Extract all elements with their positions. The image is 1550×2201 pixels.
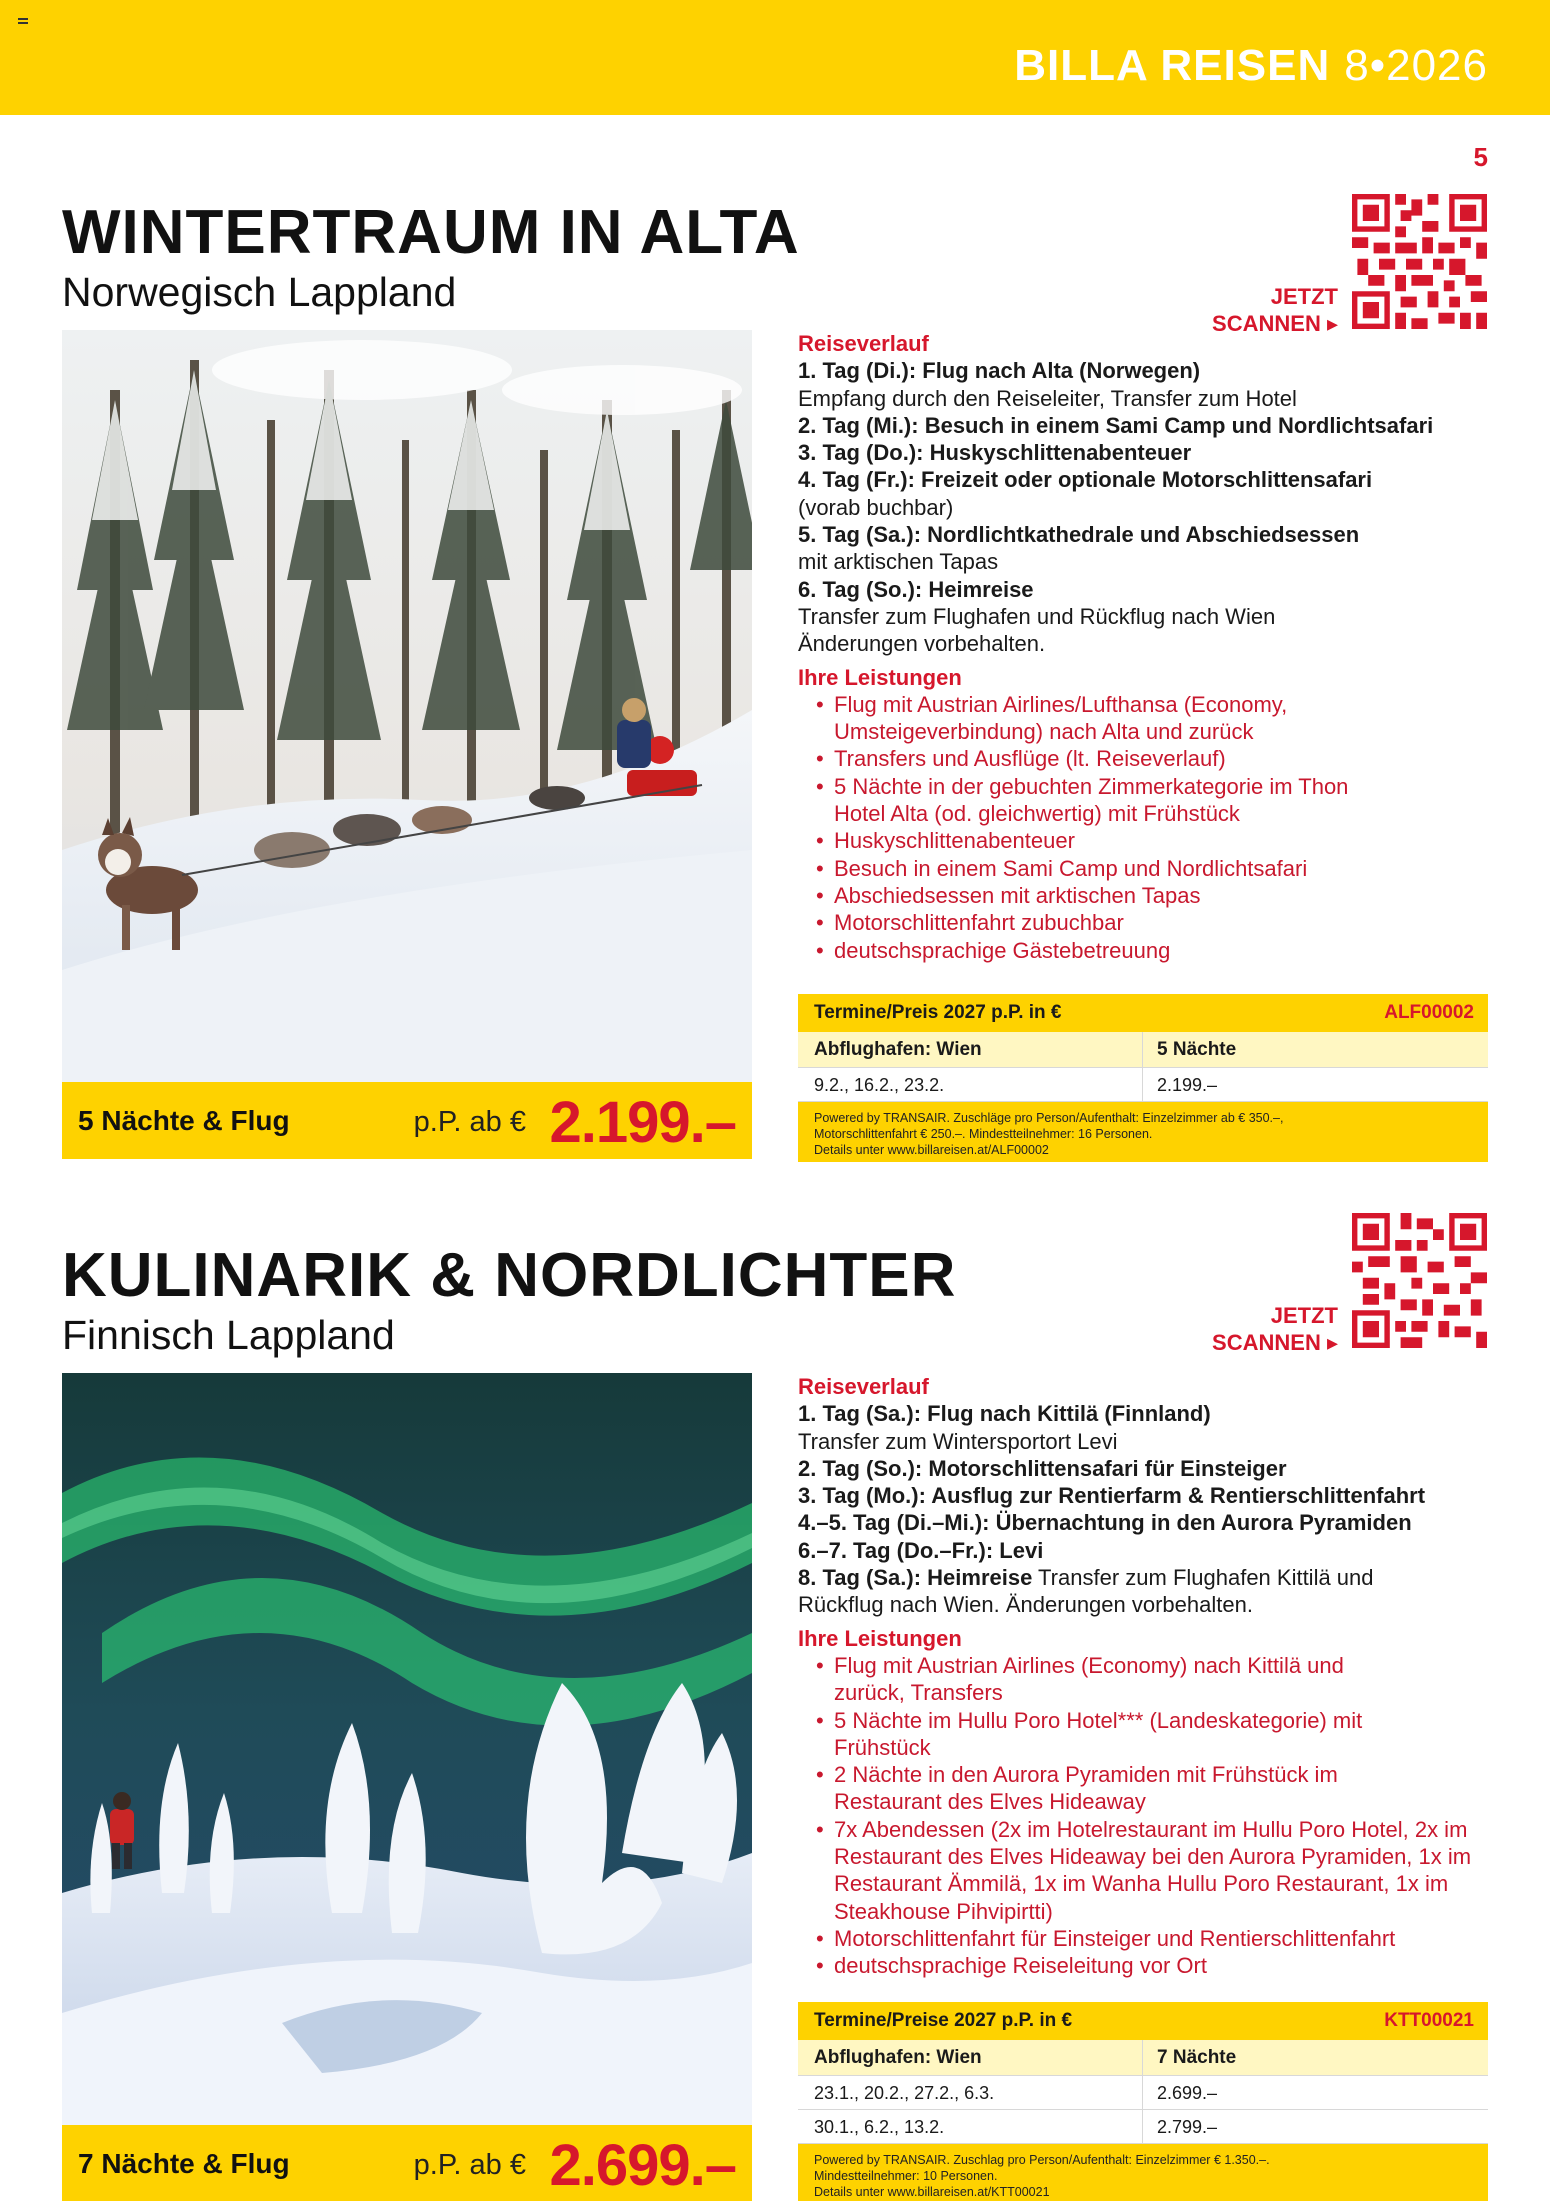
service-item: • Huskyschlittenabenteuer xyxy=(834,827,1388,854)
itinerary-line: 2. Tag (Mi.): Besuch in einem Sami Camp und Nordlichtsafari xyxy=(798,412,1434,438)
scan-line-1: JETZT xyxy=(1270,284,1338,309)
table-header xyxy=(798,994,1488,1032)
row-price: 2.199.– xyxy=(1157,1075,1218,1095)
itinerary-line: 5. Tag (Sa.): Nordlichtkathedrale und Abschiedsessen xyxy=(798,522,1360,548)
price-table xyxy=(798,994,1488,1162)
itinerary-line: 2. Tag (So.): Motorschlittensafari für Einsteiger xyxy=(798,1455,1287,1481)
itinerary-heading: Reiseverlauf xyxy=(798,331,929,356)
table-title: Termine/Preise 2027 p.P. in € xyxy=(814,2010,1073,2031)
service-item: • Flug mit Austrian Airlines (Economy) nach Kittilä und zurück, Transfers xyxy=(834,1652,1394,1707)
scan-line-2: SCANNEN ▸ xyxy=(1212,311,1338,336)
service-item: • deutschsprachige Reiseleitung vor Ort xyxy=(834,1952,1478,1979)
footnote-line: Mindestteilnehmer: 10 Personen. xyxy=(814,2169,998,2183)
price-bar xyxy=(62,2125,752,2201)
header-bar xyxy=(0,0,1550,115)
price-from-label: p.P. ab € xyxy=(413,2149,526,2181)
services-heading: Ihre Leistungen xyxy=(798,1625,962,1651)
column-departure: Abflughafen: Wien xyxy=(798,2040,1143,2075)
footnote-link[interactable]: Details unter www.billareisen.at/ALF00002 xyxy=(814,1143,1049,1157)
itinerary-line: 4.–5. Tag (Di.–Mi.): Übernachtung in den Aurora Pyramiden xyxy=(798,1510,1412,1536)
service-item: • Transfers und Ausflüge (lt. Reiseverlauf) xyxy=(834,745,1388,772)
issue-label: 8•2026 xyxy=(1344,41,1488,90)
itinerary-line: Transfer zum Flughafen und Rückflug nach Wien xyxy=(798,603,1276,629)
table-column-header xyxy=(798,1032,1488,1068)
offer-details xyxy=(798,330,1498,964)
table-title: Termine/Preis 2027 p.P. in € xyxy=(814,1002,1062,1023)
offer-code: ALF00002 xyxy=(1384,1002,1474,1023)
offer-code: KTT00021 xyxy=(1384,2010,1474,2031)
itinerary-line: Empfang durch den Reiseleiter, Transfer zum Hotel xyxy=(798,385,1297,411)
scan-line-1: JETZT xyxy=(1270,1303,1338,1328)
services-list xyxy=(798,691,1388,964)
table-header xyxy=(798,2002,1488,2040)
service-item: • Flug mit Austrian Airlines/Lufthansa (Economy, Umsteigeverbindung) nach Alta und zurück xyxy=(834,691,1388,746)
offer-details xyxy=(798,1373,1498,1980)
price-from-label: p.P. ab € xyxy=(413,1106,526,1138)
price-amount: 2.199.– xyxy=(549,1090,736,1155)
price-amount: 2.699.– xyxy=(549,2133,736,2198)
service-item: • Motorschlittenfahrt zubuchbar xyxy=(834,909,1388,936)
row-dates: 9.2., 16.2., 23.2. xyxy=(798,1068,1143,1101)
qr-code[interactable] xyxy=(1352,1213,1487,1348)
itinerary-list xyxy=(798,1400,1498,1618)
table-row xyxy=(798,1068,1488,1102)
table-row xyxy=(798,2076,1488,2110)
itinerary-line: 3. Tag (Mo.): Ausflug zur Rentierfarm & Rentierschlittenfahrt xyxy=(798,1483,1426,1509)
itinerary-line: Änderungen vorbehalten. xyxy=(798,631,1046,657)
menu-icon[interactable] xyxy=(18,18,28,26)
service-item: • deutschsprachige Gästebetreuung xyxy=(834,937,1388,964)
footnote-line: Motorschlittenfahrt € 250.–. Mindestteilnehmer: 16 Personen. xyxy=(814,1127,1153,1141)
services-list xyxy=(798,1652,1478,1980)
itinerary-line: 8. Tag (Sa.): Heimreise Transfer zum Flughafen Kittilä und xyxy=(798,1565,1374,1591)
service-item: • 5 Nächte im Hullu Poro Hotel*** (Landeskategorie) mit Frühstück xyxy=(834,1707,1434,1762)
footnote-line: Powered by TRANSAIR. Zuschläge pro Person/Aufenthalt: Einzelzimmer ab € 350.–, xyxy=(814,1111,1284,1125)
service-item: • Motorschlittenfahrt für Einsteiger und Rentierschlittenfahrt xyxy=(834,1925,1478,1952)
itinerary-line: 1. Tag (Sa.): Flug nach Kittilä (Finnland) xyxy=(798,1401,1211,1427)
column-nights: 5 Nächte xyxy=(1157,1039,1237,1060)
services-heading: Ihre Leistungen xyxy=(798,664,962,690)
itinerary-line: 3. Tag (Do.): Huskyschlittenabenteuer xyxy=(798,440,1192,466)
itinerary-line: Transfer zum Wintersportort Levi xyxy=(798,1428,1118,1454)
itinerary-line: 4. Tag (Fr.): Freizeit oder optionale Motorschlittensafari xyxy=(798,467,1373,493)
scan-label[interactable] xyxy=(1212,283,1338,337)
price-bar xyxy=(62,1082,752,1159)
photo-aurora xyxy=(62,1373,752,2125)
brand-title xyxy=(1014,41,1488,90)
itinerary-list xyxy=(798,357,1498,657)
itinerary-heading: Reiseverlauf xyxy=(798,1374,929,1399)
offer-title: WINTERTRAUM IN ALTA xyxy=(62,198,800,267)
row-price: 2.699.– xyxy=(1157,2083,1218,2103)
row-price: 2.799.– xyxy=(1157,2117,1218,2137)
service-item: • 2 Nächte in den Aurora Pyramiden mit Frühstück im Restaurant des Elves Hideaway xyxy=(834,1761,1434,1816)
price-table xyxy=(798,2002,1488,2201)
price-nights-label: 7 Nächte & Flug xyxy=(78,2148,290,2179)
table-row xyxy=(798,2110,1488,2144)
column-departure: Abflughafen: Wien xyxy=(798,1032,1143,1067)
offer-subtitle: Norwegisch Lappland xyxy=(62,269,457,315)
service-item: • 5 Nächte in der gebuchten Zimmerkategorie im Thon Hotel Alta (od. gleichwertig) mit Frühstück xyxy=(834,773,1388,828)
price-nights-label: 5 Nächte & Flug xyxy=(78,1105,290,1136)
photo-husky-sled xyxy=(62,330,752,1082)
qr-code[interactable] xyxy=(1352,194,1487,329)
itinerary-line: (vorab buchbar) xyxy=(798,494,954,520)
itinerary-line: 6. Tag (So.): Heimreise xyxy=(798,576,1034,602)
footnote-line: Powered by TRANSAIR. Zuschlag pro Person/Aufenthalt: Einzelzimmer € 1.350.–. xyxy=(814,2153,1270,2167)
footnote-link[interactable]: Details unter www.billareisen.at/KTT00021 xyxy=(814,2185,1050,2199)
scan-line-2: SCANNEN ▸ xyxy=(1212,1330,1338,1355)
scan-label[interactable] xyxy=(1212,1302,1338,1356)
brand-name: BILLA REISEN xyxy=(1014,41,1331,90)
offer-title: KULINARIK & NORDLICHTER xyxy=(62,1241,957,1310)
itinerary-line: mit arktischen Tapas xyxy=(798,549,999,575)
itinerary-line: 6.–7. Tag (Do.–Fr.): Levi xyxy=(798,1537,1044,1563)
table-footnote xyxy=(798,1102,1488,1162)
service-item: • 7x Abendessen (2x im Hotelrestaurant im Hullu Poro Hotel, 2x im Restaurant des Elves Hideaway bei den Aurora Pyramiden, 1x im Restaurant Ämmilä, 1x im Wanha Hullu Poro Restaurant, 1x im Steakhouse Pihvipirtti) xyxy=(834,1816,1484,1925)
itinerary-line: Rückflug nach Wien. Änderungen vorbehalten. xyxy=(798,1592,1253,1618)
column-nights: 7 Nächte xyxy=(1157,2047,1237,2068)
service-item: • Abschiedsessen mit arktischen Tapas xyxy=(834,882,1388,909)
offer-subtitle: Finnisch Lappland xyxy=(62,1312,395,1358)
service-item: • Besuch in einem Sami Camp und Nordlichtsafari xyxy=(834,855,1388,882)
itinerary-line: 1. Tag (Di.): Flug nach Alta (Norwegen) xyxy=(798,358,1201,384)
row-dates: 23.1., 20.2., 27.2., 6.3. xyxy=(798,2076,1143,2109)
row-dates: 30.1., 6.2., 13.2. xyxy=(798,2110,1143,2143)
table-column-header xyxy=(798,2040,1488,2076)
table-footnote xyxy=(798,2144,1488,2201)
page-number: 5 xyxy=(1473,142,1488,172)
